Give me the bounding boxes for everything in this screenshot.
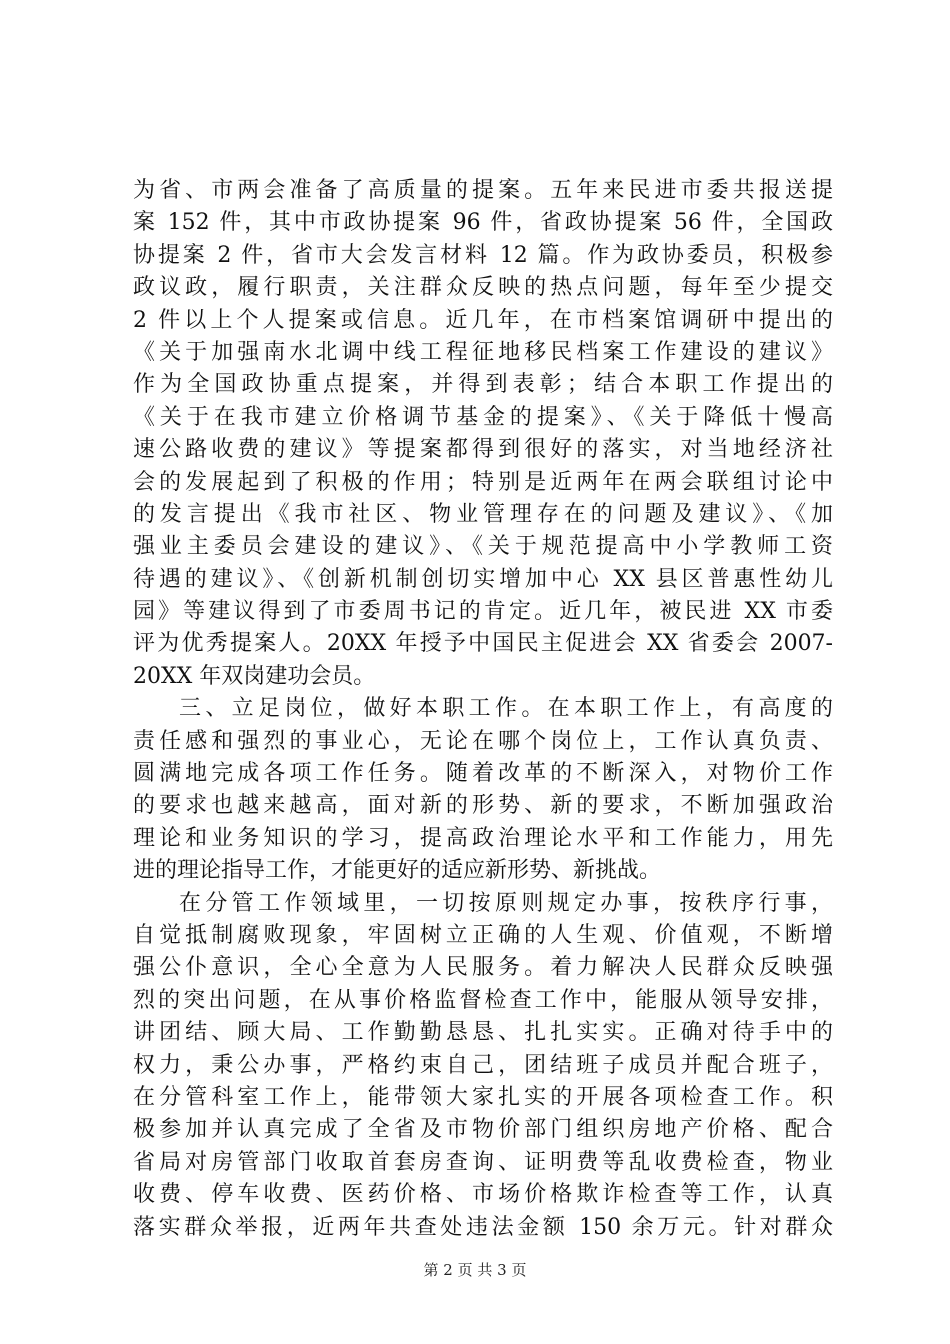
text-line: 20XX 年双岗建功会员。 [133, 663, 376, 689]
text-line: 《关于在我市建立价格调节基金的提案》、《关于降低十慢高 [133, 404, 833, 430]
text-line: 政议政，履行职责，关注群众反映的热点问题，每年至少提交 [133, 275, 833, 301]
text-line: 作为全国政协重点提案，并得到表彰；结合本职工作提出的 [133, 372, 833, 398]
paragraph [133, 175, 833, 693]
text-line: 责任感和强烈的事业心，无论在哪个岗位上，工作认真负责、 [133, 728, 833, 754]
text-line: 在分管工作领域里，一切按原则规定办事，按秩序行事， [179, 890, 833, 916]
paragraph [133, 693, 833, 887]
text-line: 《关于加强南水北调中线工程征地移民档案工作建设的建议》 [133, 339, 833, 365]
document-body [133, 175, 833, 1244]
text-line: 讲团结、顾大局、工作勤勤恳恳、扎扎实实。正确对待手中的 [133, 1020, 833, 1046]
text-line: 圆满地完成各项工作任务。随着改革的不断深入，对物价工作 [133, 761, 833, 787]
text-line: 的发言提出《我市社区、物业管理存在的问题及建议》、《加 [133, 501, 833, 527]
text-line: 园》等建议得到了市委周书记的肯定。近几年，被民进 XX 市委 [133, 599, 833, 625]
text-line: 速公路收费的建议》等提案都得到很好的落实，对当地经济社 [133, 437, 833, 463]
text-line: 省局对房管部门收取首套房查询、证明费等乱收费检查，物业 [133, 1149, 833, 1175]
text-line: 协提案 2 件，省市大会发言材料 12 篇。作为政协委员，积极参 [133, 242, 833, 268]
text-line: 进的理论指导工作，才能更好的适应新形势、新挑战。 [133, 858, 662, 884]
text-line: 在分管科室工作上，能带领大家扎实的开展各项检查工作。积 [133, 1084, 833, 1110]
text-line: 强公仆意识，全心全意为人民服务。着力解决人民群众反映强 [133, 955, 833, 981]
text-line: 案 152 件，其中市政协提案 96 件，省政协提案 56 件，全国政 [133, 210, 833, 236]
text-line: 2 件以上个人提案或信息。近几年，在市档案馆调研中提出的 [133, 307, 833, 333]
text-line: 理论和业务知识的学习，提高政治理论水平和工作能力，用先 [133, 825, 833, 851]
text-line: 待遇的建议》、《创新机制创切实增加中心 XX 县区普惠性幼儿 [133, 566, 833, 592]
text-line: 为省、市两会准备了高质量的提案。五年来民进市委共报送提 [133, 178, 833, 203]
page-footer: 第 2 页 共 3 页 [423, 1261, 527, 1279]
text-line: 三、立足岗位，做好本职工作。在本职工作上，有高度的 [179, 696, 833, 722]
text-line: 极参加并认真完成了全省及市物价部门组织房地产价格、配合 [133, 1117, 833, 1143]
text-line: 强业主委员会建设的建议》、《关于规范提高中小学教师工资 [133, 534, 833, 560]
text-line: 自觉抵制腐败现象，牢固树立正确的人生观、价值观，不断增 [133, 922, 833, 948]
text-line: 的要求也越来越高，面对新的形势、新的要求，不断加强政治 [133, 793, 833, 819]
text-line: 评为优秀提案人。20XX 年授予中国民主促进会 XX 省委会 2007- [133, 631, 833, 657]
paragraph [133, 888, 833, 1244]
text-line: 会的发展起到了积极的作用；特别是近两年在两会联组讨论中 [133, 469, 833, 495]
text-line: 权力，秉公办事，严格约束自己，团结班子成员并配合班子， [133, 1052, 833, 1078]
text-line: 落实群众举报，近两年共查处违法金额 150 余万元。针对群众 [133, 1214, 833, 1240]
text-line: 烈的突出问题，在从事价格监督检查工作中，能服从领导安排， [133, 987, 833, 1013]
text-line: 收费、停车收费、医药价格、市场价格欺诈检查等工作，认真 [133, 1182, 833, 1208]
